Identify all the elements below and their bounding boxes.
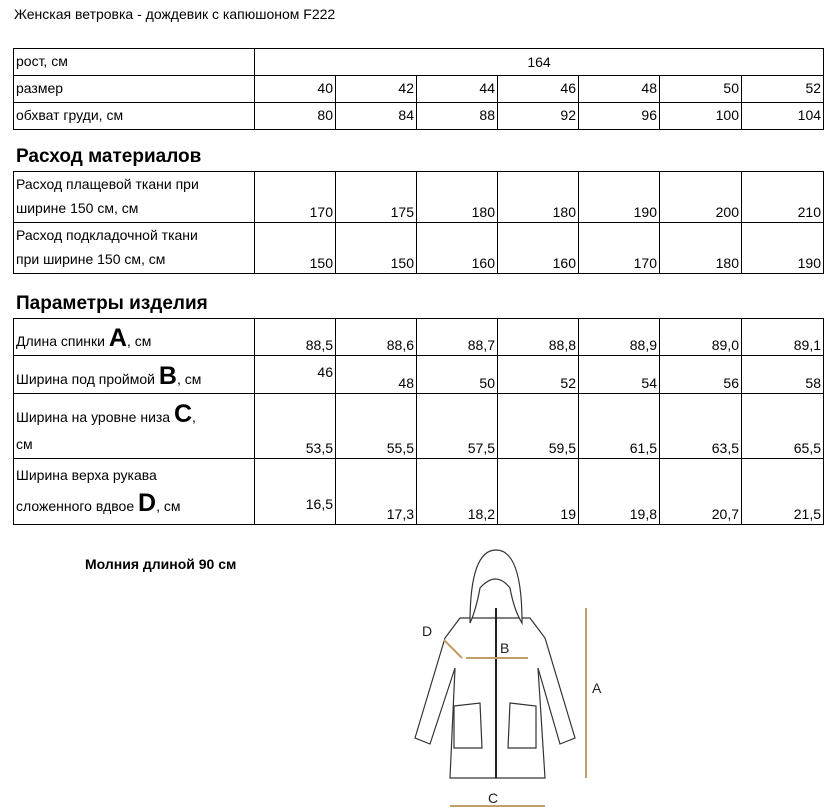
- param-label-line2: [16, 487, 252, 522]
- label-d: D: [422, 623, 433, 639]
- param-row: [14, 394, 824, 459]
- left-pocket: [454, 703, 482, 748]
- param-letter: A: [108, 324, 127, 352]
- material-cell: 190: [579, 172, 660, 223]
- param-label-text: Ширина под проймой: [16, 371, 159, 387]
- param-cell: 21,5: [742, 459, 824, 525]
- param-cell: 18,2: [417, 459, 498, 525]
- size-cell: 48: [579, 76, 660, 103]
- param-cell: 88,9: [579, 319, 660, 356]
- material-cell: 210: [742, 172, 824, 223]
- material-cell: 175: [336, 172, 417, 223]
- param-cell: 88,8: [498, 319, 579, 356]
- zipper-note: Молния длиной 90 см: [85, 556, 237, 572]
- chest-cell: 100: [660, 103, 742, 130]
- size-cell: 42: [336, 76, 417, 103]
- material-cell: 180: [498, 172, 579, 223]
- param-label-unit: , см: [176, 371, 202, 387]
- chest-row: [14, 103, 824, 130]
- material-cell: 180: [417, 172, 498, 223]
- material-cell: 170: [579, 223, 660, 274]
- param-cell: 57,5: [417, 394, 498, 459]
- param-label: [14, 356, 255, 394]
- material-cell: 160: [498, 223, 579, 274]
- param-label-line1: Ширина верха рукава: [16, 467, 157, 483]
- param-label: [14, 459, 255, 525]
- chest-label: обхват груди, см: [14, 103, 255, 130]
- param-label-text: Ширина на уровне низа: [16, 409, 174, 425]
- material-row: [14, 223, 824, 274]
- params-table: [13, 318, 824, 525]
- chest-cell: 80: [255, 103, 336, 130]
- param-cell: 63,5: [660, 394, 742, 459]
- param-cell: 56: [660, 356, 742, 394]
- label-c: C: [488, 790, 499, 806]
- param-row: [14, 319, 824, 356]
- param-cell: 17,3: [336, 459, 417, 525]
- size-cell: 40: [255, 76, 336, 103]
- material-label: [14, 223, 255, 274]
- material-label-line2: при ширине 150 см, см: [16, 251, 166, 267]
- size-cell: 52: [742, 76, 824, 103]
- param-letter: C: [173, 400, 193, 428]
- chest-cell: 84: [336, 103, 417, 130]
- material-cell: 160: [417, 223, 498, 274]
- param-label-text: сложенного вдвое: [16, 498, 139, 514]
- material-cell: 170: [255, 172, 336, 223]
- param-cell: 65,5: [742, 394, 824, 459]
- param-cell: 59,5: [498, 394, 579, 459]
- param-cell: 61,5: [579, 394, 660, 459]
- param-letter: D: [138, 489, 157, 517]
- param-cell: 52: [498, 356, 579, 394]
- param-label-line1: [16, 399, 252, 432]
- material-label: [14, 172, 255, 223]
- chest-cell: 96: [579, 103, 660, 130]
- param-cell: 55,5: [336, 394, 417, 459]
- material-label-line2: ширине 150 см, см: [16, 200, 139, 216]
- material-label-line1: Расход плащевой ткани при: [16, 176, 199, 192]
- param-cell: 50: [417, 356, 498, 394]
- param-cell: 88,6: [336, 319, 417, 356]
- param-cell: 48: [336, 356, 417, 394]
- param-cell: 54: [579, 356, 660, 394]
- height-label: рост, см: [14, 49, 255, 76]
- param-label-line2: см: [16, 436, 33, 452]
- chest-cell: 104: [742, 103, 824, 130]
- material-cell: 150: [255, 223, 336, 274]
- label-a: A: [592, 680, 602, 696]
- material-cell: 180: [660, 223, 742, 274]
- coat-diagram: [400, 548, 620, 810]
- param-label: [14, 319, 255, 356]
- size-row: [14, 76, 824, 103]
- right-pocket: [508, 703, 536, 748]
- param-label-unit: , см: [126, 333, 152, 349]
- param-cell: 89,1: [742, 319, 824, 356]
- size-cell: 44: [417, 76, 498, 103]
- material-cell: 150: [336, 223, 417, 274]
- param-label-unit: , см: [156, 498, 181, 514]
- material-row: [14, 172, 824, 223]
- material-cell: 200: [660, 172, 742, 223]
- param-cell: 20,7: [660, 459, 742, 525]
- param-row: [14, 356, 824, 394]
- params-heading: Параметры изделия: [16, 293, 208, 314]
- materials-heading: Расход материалов: [16, 146, 202, 167]
- param-cell: 53,5: [255, 394, 336, 459]
- material-label-line1: Расход подкладочной ткани: [16, 227, 198, 243]
- size-table: [13, 48, 824, 130]
- param-cell: 89,0: [660, 319, 742, 356]
- param-cell: 46: [255, 356, 336, 394]
- param-letter: B: [158, 362, 177, 390]
- param-label-unit: ,: [192, 409, 196, 425]
- param-label-text: Длина спинки: [16, 333, 109, 349]
- param-cell: 19,8: [579, 459, 660, 525]
- param-cell: 58: [742, 356, 824, 394]
- chest-cell: 92: [498, 103, 579, 130]
- param-cell: 16,5: [255, 459, 336, 525]
- material-cell: 190: [742, 223, 824, 274]
- size-cell: 46: [498, 76, 579, 103]
- param-cell: 19: [498, 459, 579, 525]
- height-value: 164: [255, 49, 824, 76]
- size-cell: 50: [660, 76, 742, 103]
- param-cell: 88,5: [255, 319, 336, 356]
- page-title: Женская ветровка - дождевик с капюшоном F222: [14, 6, 336, 22]
- chest-cell: 88: [417, 103, 498, 130]
- height-row: [14, 49, 824, 76]
- label-b: B: [500, 640, 510, 656]
- param-label: [14, 394, 255, 459]
- param-row: [14, 459, 824, 525]
- param-cell: 88,7: [417, 319, 498, 356]
- materials-table: [13, 171, 824, 274]
- size-label: размер: [14, 76, 255, 103]
